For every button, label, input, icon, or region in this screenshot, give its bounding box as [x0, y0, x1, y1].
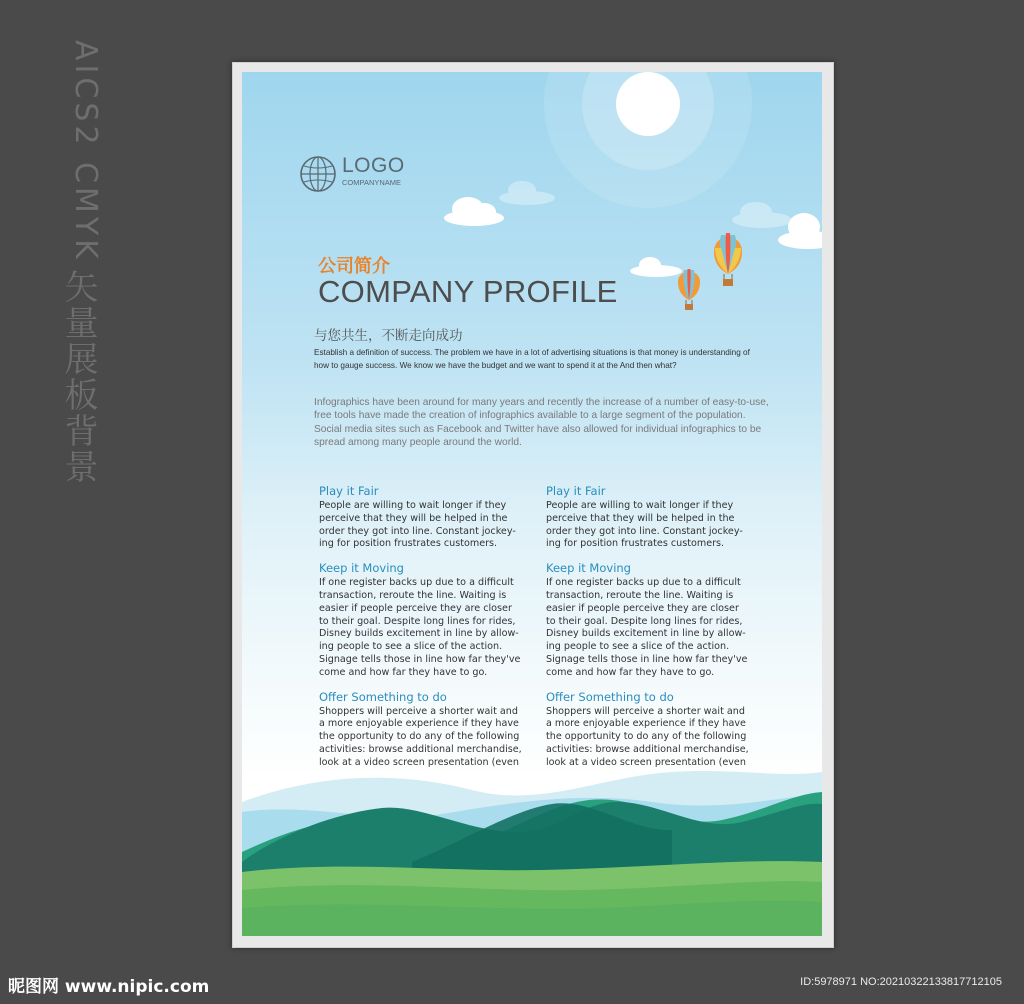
section-body: If one register backs up due to a difficult transaction, reroute the line. Waiting is easier if people perceive they are closer to their goal. Despite long lines for rides, Disney builds excitement in line by allow- ing people to see a slice of the action. Signage tells those in line how far they've come and how far they have to go. [319, 577, 521, 678]
section [319, 690, 534, 770]
sun-icon [616, 72, 680, 136]
hot-air-balloon-icon [714, 233, 742, 286]
section-body: Shoppers will perceive a shorter wait and a more enjoyable experience if they have the opportunity to do any of the following activities: browse additional merchandise, look at a video screen presentation (even [546, 705, 749, 768]
slogan: 与您共生，不断走向成功 [314, 328, 463, 344]
section [546, 484, 761, 551]
cloud-icon [499, 181, 555, 205]
cloud-icon [732, 202, 792, 228]
cloud-icon [444, 197, 504, 226]
section-title: Keep it Moving [546, 561, 631, 576]
section-title: Offer Something to do [319, 689, 447, 704]
globe-icon [298, 154, 338, 194]
section-body: People are willing to wait longer if they perceive that they will be helped in the order they got into line. Constant jockey- ing for position frustrates customers. [319, 500, 516, 550]
section-title: Play it Fair [546, 484, 606, 498]
section [546, 690, 761, 770]
section [319, 484, 534, 551]
section-title: Keep it Moving [319, 561, 404, 576]
company-name: COMPANYNAME [342, 178, 402, 187]
section-body: People are willing to wait longer if they perceive that they will be helped in the order they got into line. Constant jockey- ing for position frustrates customers. [546, 500, 743, 550]
side-label [54, 40, 103, 485]
section-body: If one register backs up due to a difficult transaction, reroute the line. Waiting is easier if people perceive they are closer to their goal. Despite long lines for rides, Disney builds excitement in line by allow- ing people to see a slice of the action. Signage tells those in line how far they've come and how far they have to go. [546, 577, 748, 678]
intro-paragraph: Establish a definition of success. The problem we have in a lot of advertising situations is that money is understanding of how to gauge success. We know we have the budget and we want to spend it at the And then what? [314, 348, 750, 370]
cloud-icon [630, 257, 682, 277]
title-cn: 公司简介 [318, 256, 390, 277]
section [319, 561, 534, 679]
logo-text: LOGO [342, 154, 405, 177]
body-paragraph: Infographics have been around for many years and recently the increase of a number of easy-to-use, free tools have made the creation of infographics available to a large segment of the population. Social media sites such as Facebook and Twitter have also allowed for individual infographics to be spread among many people around the world. [314, 397, 769, 449]
side-label-cn: 矢量展板背景 [58, 268, 98, 485]
hot-air-balloon-icon [678, 269, 700, 310]
section-title: Play it Fair [319, 484, 379, 498]
column-left [319, 484, 534, 780]
section-title: Offer Something to do [546, 689, 674, 704]
section-body: Shoppers will perceive a shorter wait and a more enjoyable experience if they have the opportunity to do any of the following activities: browse additional merchandise, look at a video screen presentation (even [319, 705, 522, 768]
section [546, 561, 761, 679]
watermark-right: ID:5978971 NO:20210322133817712105 [800, 976, 1002, 988]
poster [242, 72, 822, 936]
watermark-left: 昵图网 www.nipic.com [8, 977, 210, 997]
side-label-en: AICS2 CMYK [68, 40, 103, 263]
column-right [546, 484, 761, 780]
poster-frame [232, 62, 834, 948]
page-title: COMPANY PROFILE [318, 274, 618, 309]
